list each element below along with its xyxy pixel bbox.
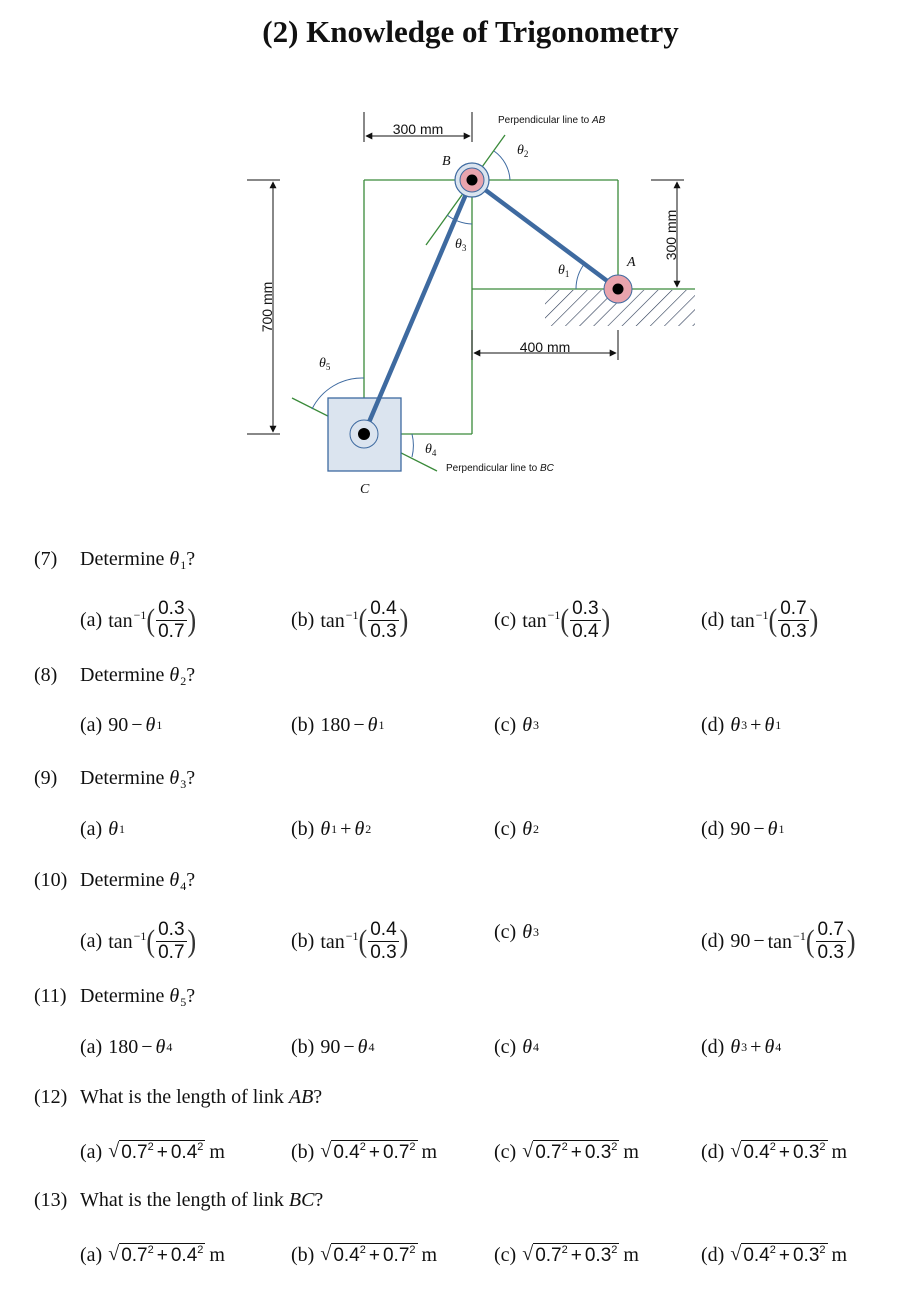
- q12-option-a[interactable]: (a) √ $0.7^2 + 0.4^2$ m: [80, 1140, 225, 1163]
- q9-option-c[interactable]: (c) θ 2: [494, 818, 540, 840]
- arc-theta3: [447, 215, 472, 224]
- q10-option-a[interactable]: (a) $\tan^{-1}$ ( $\frac{0.3}{0.7}$ ): [80, 919, 197, 963]
- q7-option-b[interactable]: (b) $\tan^{-1}$ ( $\frac{0.4}{0.3}$ ): [291, 598, 409, 642]
- q8-option-d[interactable]: (d) θ 3 + θ 1: [701, 714, 782, 736]
- joint-b: [455, 163, 489, 197]
- mechanism-diagram: [0, 0, 911, 520]
- question-11: (11) Determine $\theta_5$?: [34, 985, 196, 1009]
- q12-option-b[interactable]: (b) √ $0.4^2 + 0.7^2$ m: [291, 1140, 438, 1163]
- q9-option-a[interactable]: (a) θ 1: [80, 818, 126, 840]
- dim-700-label: 700 mm: [259, 281, 275, 333]
- link-ab: [472, 180, 618, 289]
- q12-option-d[interactable]: (d) √ $0.4^2 + 0.3^2$ m: [701, 1140, 848, 1163]
- q8-option-c[interactable]: (c) θ 3: [494, 714, 540, 736]
- q7-option-c[interactable]: (c) $\tan^{-1}$ ( $\frac{0.3}{0.4}$ ): [494, 598, 611, 642]
- q11-option-d[interactable]: (d) θ 3 + θ 4: [701, 1036, 782, 1058]
- perp-ab-label: Perpendicular line to AB: [498, 115, 606, 126]
- arc-theta2: [494, 151, 510, 180]
- q8-option-a[interactable]: (a) 90 − θ 1: [80, 714, 163, 736]
- dim-300-right-label: 300 mm: [663, 209, 679, 261]
- page-title: (2) Knowledge of Trigonometry: [262, 14, 679, 49]
- label-b: B: [442, 154, 451, 169]
- dim-300-top-label: 300 mm: [392, 121, 444, 137]
- q8-option-b[interactable]: (b) 180 − θ 1: [291, 714, 385, 736]
- label-theta2: $\theta_2$: [517, 143, 529, 159]
- q10-option-b[interactable]: (b) $\tan^{-1}$ ( $\frac{0.4}{0.3}$ ): [291, 919, 409, 963]
- arc-theta4: [412, 434, 413, 457]
- question-12: (12) What is the length of link AB?: [34, 1086, 323, 1108]
- q10-option-d[interactable]: (d) 90 − $\tan^{-1}$ ( $\frac{0.7}{0.3}$ ): [701, 919, 856, 963]
- q13-option-c[interactable]: (c) √ $0.7^2 + 0.3^2$ m: [494, 1243, 639, 1266]
- question-13: (13) What is the length of link BC?: [34, 1189, 324, 1211]
- question-10: (10) Determine $\theta_4$?: [34, 869, 196, 893]
- q11-option-b[interactable]: (b) 90 − θ 4: [291, 1036, 375, 1058]
- q11-option-a[interactable]: (a) 180 − θ 4: [80, 1036, 173, 1058]
- label-theta5: $\theta_5$: [319, 356, 331, 372]
- label-c: C: [360, 482, 370, 497]
- label-theta4: $\theta_4$: [425, 442, 437, 458]
- label-theta1: $\theta_1$: [558, 263, 570, 279]
- arc-theta1: [576, 263, 585, 289]
- q7-option-a[interactable]: (a) $\tan^{-1}$ ( $\frac{0.3}{0.7}$ ): [80, 598, 197, 642]
- q12-option-c[interactable]: (c) √ $0.7^2 + 0.3^2$ m: [494, 1140, 639, 1163]
- q11-option-c[interactable]: (c) θ 4: [494, 1036, 540, 1058]
- label-theta3: $\theta_3$: [455, 237, 467, 253]
- label-a: A: [627, 255, 636, 270]
- q13-option-a[interactable]: (a) √ $0.7^2 + 0.4^2$ m: [80, 1243, 225, 1266]
- q9-option-d[interactable]: (d) 90 − θ 1: [701, 818, 785, 840]
- joint-a: [604, 275, 632, 303]
- perp-bc-label: Perpendicular line to BC: [446, 463, 554, 474]
- q9-option-b[interactable]: (b) θ 1 + θ 2: [291, 818, 372, 840]
- link-bc: [364, 180, 472, 434]
- dim-400-label: 400 mm: [519, 339, 571, 355]
- question-8: (8) Determine $\theta_2$?: [34, 664, 196, 688]
- q13-option-d[interactable]: (d) √ $0.4^2 + 0.3^2$ m: [701, 1243, 848, 1266]
- q13-option-b[interactable]: (b) √ $0.4^2 + 0.7^2$ m: [291, 1243, 438, 1266]
- question-7: (7) Determine $\theta_1$?: [34, 548, 196, 572]
- joint-c: [350, 420, 378, 448]
- q7-option-d[interactable]: (d) $\tan^{-1}$ ( $\frac{0.7}{0.3}$ ): [701, 598, 819, 642]
- q10-option-c[interactable]: (c) θ 3: [494, 921, 540, 943]
- question-9: (9) Determine $\theta_3$?: [34, 767, 196, 791]
